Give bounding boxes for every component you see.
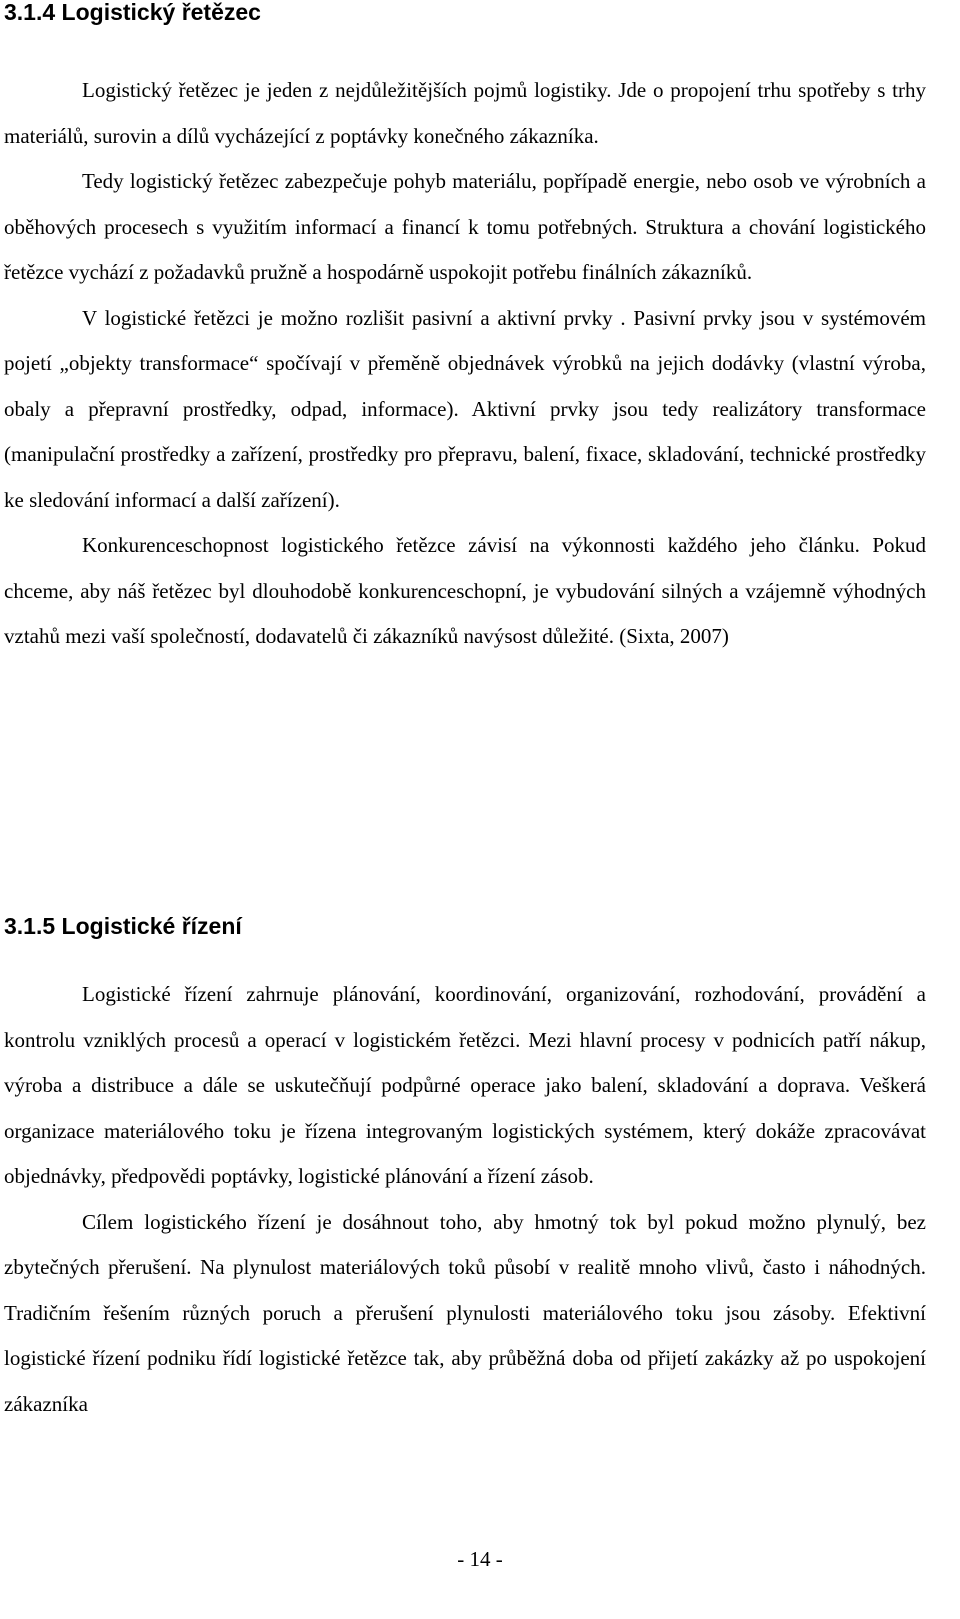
paragraph: Logistický řetězec je jeden z nejdůležitějších pojmů logistiky. Jde o propojení trhu spotřeby s trhy materiálů, surovin a dílů vycházející z poptávky konečného zákazníka.	[4, 78, 926, 148]
section-body-logisticke-rizeni	[4, 972, 926, 1427]
paragraph: Tedy logistický řetězec zabezpečuje pohyb materiálu, popřípadě energie, nebo osob ve výrobních a oběhových procesech s využitím informací a financí k tomu potřebných. Struktura a chování logistického řetězce vychází z požadavků pružně a hospodárně uspokojit potřebu finálních zákazníků.	[4, 169, 926, 284]
section-body-logisticky-retezec	[4, 68, 926, 660]
paragraph: Cílem logistického řízení je dosáhnout toho, aby hmotný tok byl pokud možno plynulý, bez zbytečných přerušení. Na plynulost materiálových toků působí v realitě mnoho vlivů, často i náhodných. Tradičním řešením různých poruch a přerušení plynulosti materiálového toku jsou zásoby. Efektivní logistické řízení podniku řídí logistické řetězce tak, aby průběžná doba od přijetí zakázky až po uspokojení zákazníka	[4, 1209, 926, 1416]
section-heading-logisticke-rizeni: 3.1.5 Logistické řízení	[4, 913, 242, 939]
section-heading-logisticky-retezec: 3.1.4 Logistický řetězec	[4, 0, 261, 25]
page-number: - 14 -	[457, 1547, 503, 1571]
paragraph: V logistické řetězci je možno rozlišit pasivní a aktivní prvky . Pasivní prvky jsou v systémovém pojetí „objekty transformace“ spočívají v přeměně objednávek výrobků na jejich dodávky (vlastní výroba, obaly a přepravní prostředky, odpad, informace). Aktivní prvky jsou tedy realizátory transformace (manipulační prostředky a zařízení, prostředky pro přepravu, balení, fixace, skladování, technické prostředky ke sledování informací a další zařízení).	[4, 305, 926, 512]
paragraph: Logistické řízení zahrnuje plánování, koordinování, organizování, rozhodování, provádění a kontrolu vzniklých procesů a operací v logistickém řetězci. Mezi hlavní procesy v podnicích patří nákup, výroba a distribuce a dále se uskutečňují podpůrné operace jako balení, skladování a doprava. Veškerá organizace materiálového toku je řízena integrovaným logistických systémem, který dokáže zpracovávat objednávky, předpovědi poptávky, logistické plánování a řízení zásob.	[4, 982, 926, 1188]
paragraph: Konkurenceschopnost logistického řetězce závisí na výkonnosti každého jeho článku. Pokud chceme, aby náš řetězec byl dlouhodobě konkurenceschopní, je vybudování silných a vzájemně výhodných vztahů mezi vaší společností, dodavatelů či zákazníků navýsost důležité. (Sixta, 2007)	[4, 533, 926, 648]
